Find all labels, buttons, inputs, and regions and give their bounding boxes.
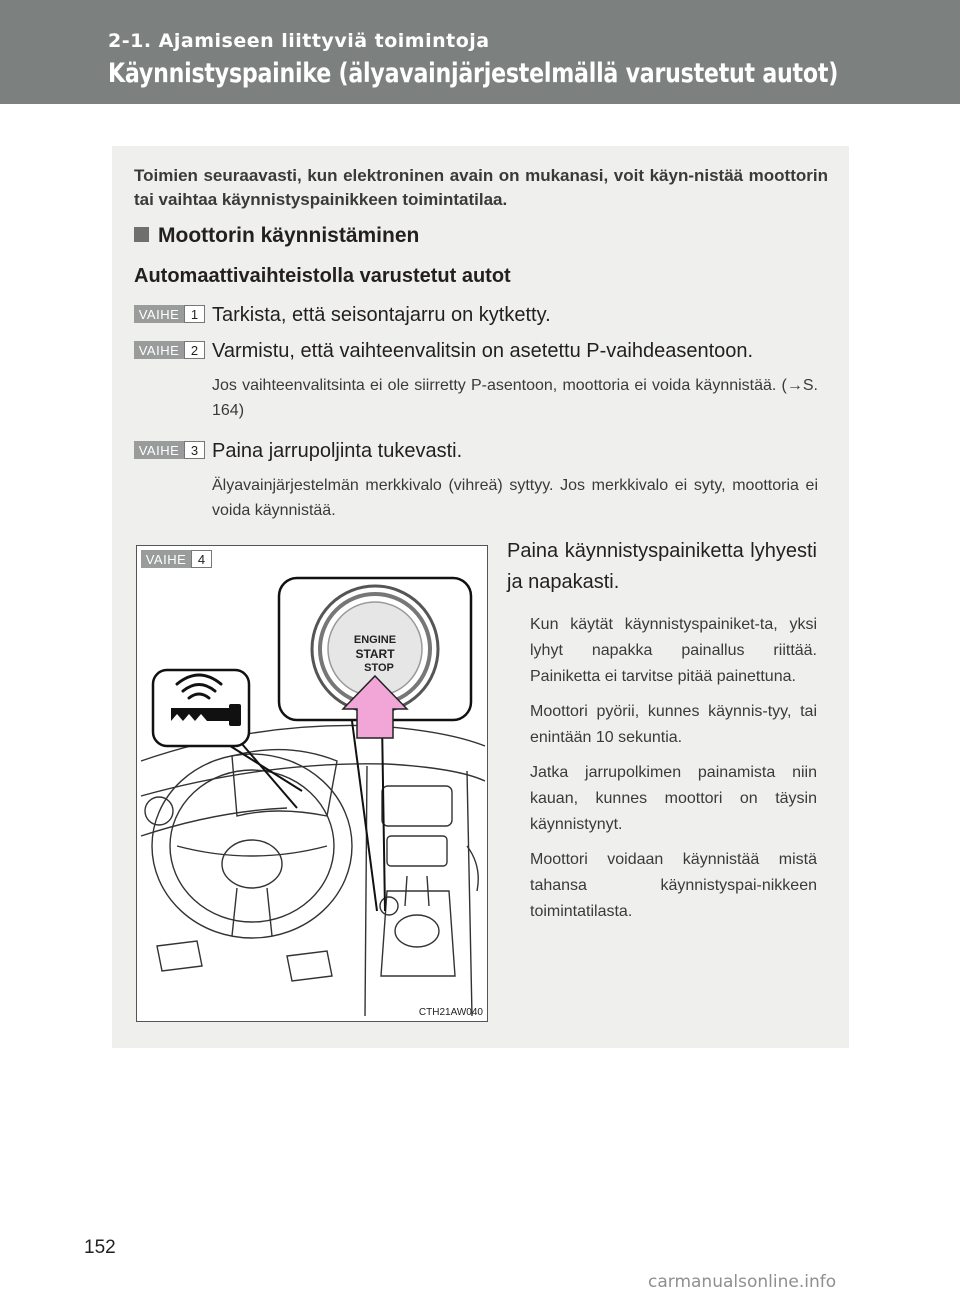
button-label-engine: ENGINE bbox=[353, 634, 397, 646]
step-number: 2 bbox=[184, 341, 205, 359]
section-title: 2-1. Ajamiseen liittyviä toimintoja bbox=[108, 30, 490, 52]
step-4-note-2: Moottori pyörii, kunnes käynnis-tyy, tai enintään 10 sekuntia. bbox=[530, 703, 817, 746]
step-3-note: Älyavainjärjestelmän merkkivalo (vihreä) syttyy. Jos merkkivalo ei syty, moottoria ei voida käynnistää. bbox=[212, 477, 818, 519]
step-2-text: Varmistu, että vaihteenvalitsin on asetettu P-vaihdeasentoon. bbox=[212, 340, 754, 362]
figure-code: CTH21AW040 bbox=[418, 1007, 483, 1018]
step-badge-3 bbox=[134, 441, 206, 459]
engine-start-illustration bbox=[136, 545, 488, 1022]
step-badge-4 bbox=[141, 550, 213, 568]
button-label-stop: STOP bbox=[364, 662, 394, 674]
button-label-start: START bbox=[355, 647, 395, 661]
step-number: 1 bbox=[184, 305, 205, 323]
page-header bbox=[0, 0, 960, 104]
dashboard-drawing bbox=[137, 546, 487, 1021]
step-4-text: Paina käynnistyspainiketta lyhyesti ja napakasti. bbox=[507, 540, 817, 593]
step-label: VAIHE bbox=[134, 441, 184, 459]
step-4-notes bbox=[530, 612, 817, 934]
step-4-note-4: Moottori voidaan käynnistää mistä tahansa käynnistyspai-nikkeen toimintatilasta. bbox=[530, 851, 817, 920]
step-label: VAIHE bbox=[134, 305, 184, 323]
step-4-note-1: Kun käytät käynnistyspainiket-ta, yksi lyhyt napakka painallus riittää. Painiketta ei tarvitse pitää painettuna. bbox=[530, 616, 817, 685]
step-badge-1 bbox=[134, 305, 206, 323]
step-2-note: Jos vaihteenvalitsinta ei ole siirretty P-asentoon, moottoria ei voida käynnistää. (→S. 164) bbox=[212, 377, 818, 419]
chapter-title: Käynnistyspainike (älyavainjärjestelmällä varustetut autot) bbox=[108, 58, 839, 89]
step-number: 3 bbox=[184, 441, 205, 459]
step-badge-2 bbox=[134, 341, 206, 359]
page-number: 152 bbox=[84, 1237, 116, 1258]
subheading bbox=[134, 224, 419, 248]
step-label: VAIHE bbox=[134, 341, 184, 359]
square-bullet-icon bbox=[134, 227, 149, 242]
intro-text: Toimien seuraavasti, kun elektroninen avain on mukanasi, voit käyn-nistää moottorin tai vaihtaa käynnistyspainikkeen toimintatilaa. bbox=[134, 166, 828, 209]
step-number: 4 bbox=[191, 550, 212, 568]
step-4-note-3: Jatka jarrupolkimen painamista niin kauan, kunnes moottori on täysin käynnistynyt. bbox=[530, 764, 817, 833]
subheading-text: Moottorin käynnistäminen bbox=[158, 224, 420, 247]
step-1-text: Tarkista, että seisontajarru on kytketty. bbox=[212, 304, 551, 326]
subsubheading: Automaattivaihteistolla varustetut autot bbox=[134, 265, 511, 287]
watermark[interactable]: carmanualsonline.info bbox=[648, 1272, 837, 1292]
step-label: VAIHE bbox=[141, 550, 191, 568]
step-3-text: Paina jarrupoljinta tukevasti. bbox=[212, 440, 463, 462]
